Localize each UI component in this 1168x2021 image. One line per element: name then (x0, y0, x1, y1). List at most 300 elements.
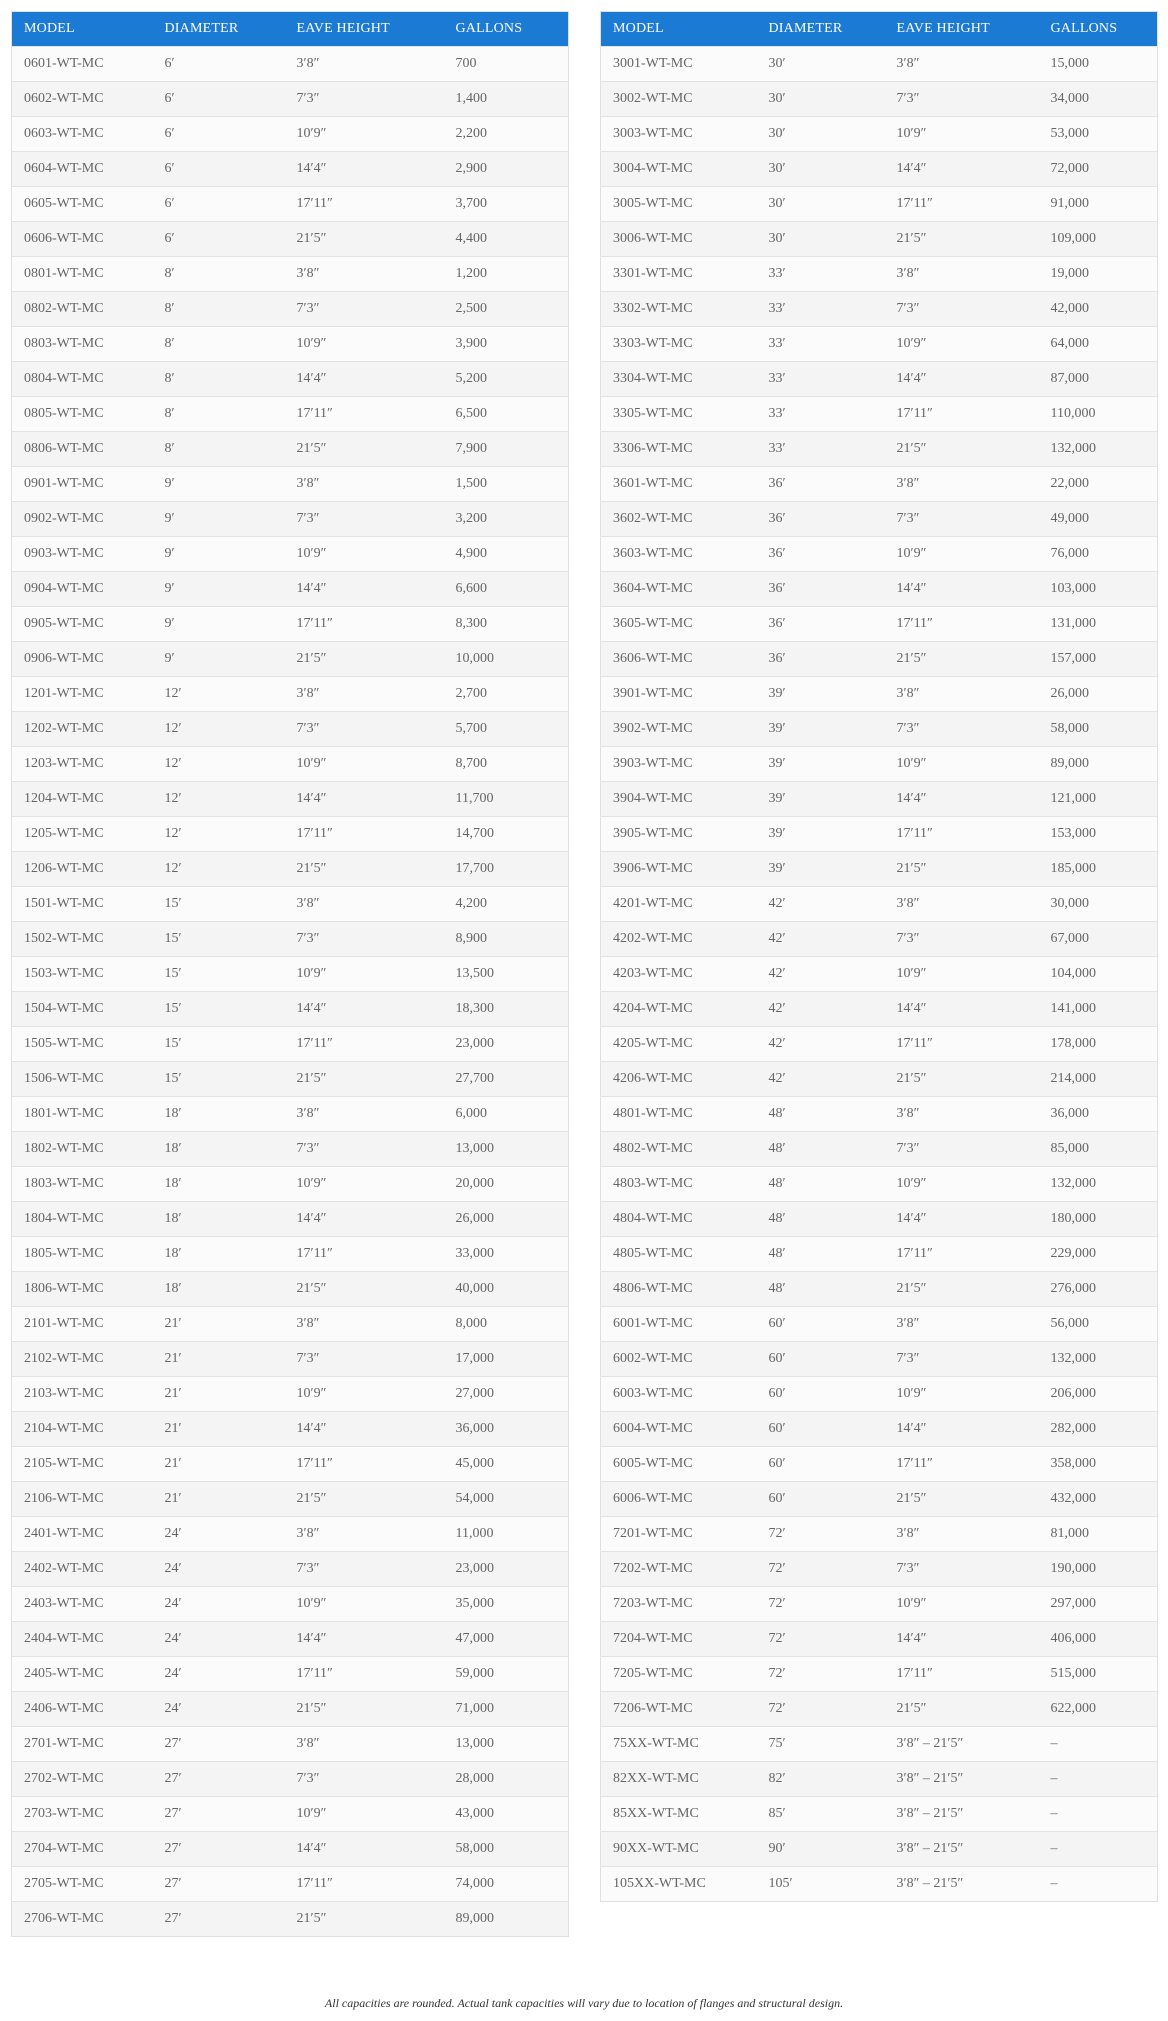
table-row (12, 1237, 569, 1272)
cell-model: 2702-WT-MC (12, 1762, 153, 1797)
cell-diameter: 60′ (757, 1342, 885, 1377)
cell-model: 1201-WT-MC (12, 677, 153, 712)
cell-gallons: 27,700 (444, 1062, 569, 1097)
cell-eave-height: 14′4″ (285, 782, 444, 817)
cell-model: 1202-WT-MC (12, 712, 153, 747)
header-eave-height: EAVE HEIGHT (885, 12, 1039, 47)
cell-model: 1501-WT-MC (12, 887, 153, 922)
cell-diameter: 6′ (153, 222, 285, 257)
cell-model: 6006-WT-MC (601, 1482, 757, 1517)
cell-eave-height: 21′5″ (285, 852, 444, 887)
cell-diameter: 18′ (153, 1237, 285, 1272)
cell-diameter: 72′ (757, 1657, 885, 1692)
cell-eave-height: 3′8″ (885, 887, 1039, 922)
cell-diameter: 12′ (153, 677, 285, 712)
cell-eave-height: 3′8″ (285, 257, 444, 292)
cell-diameter: 30′ (757, 222, 885, 257)
cell-diameter: 39′ (757, 712, 885, 747)
cell-diameter: 33′ (757, 362, 885, 397)
cell-diameter: 60′ (757, 1377, 885, 1412)
cell-model: 82XX-WT-MC (601, 1762, 757, 1797)
table-row (12, 502, 569, 537)
cell-eave-height: 17′11″ (885, 1237, 1039, 1272)
table-row (12, 642, 569, 677)
table-row (601, 817, 1158, 852)
cell-gallons: 406,000 (1039, 1622, 1158, 1657)
cell-diameter: 21′ (153, 1342, 285, 1377)
cell-diameter: 105′ (757, 1867, 885, 1902)
cell-eave-height: 7′3″ (885, 712, 1039, 747)
cell-model: 1806-WT-MC (12, 1272, 153, 1307)
cell-gallons: 1,500 (444, 467, 569, 502)
cell-gallons: 34,000 (1039, 82, 1158, 117)
header-diameter: DIAMETER (153, 12, 285, 47)
table-row (601, 1587, 1158, 1622)
cell-gallons: 17,700 (444, 852, 569, 887)
cell-gallons: 2,900 (444, 152, 569, 187)
cell-diameter: 36′ (757, 467, 885, 502)
cell-diameter: 85′ (757, 1797, 885, 1832)
table-row (601, 397, 1158, 432)
cell-model: 0905-WT-MC (12, 607, 153, 642)
cell-eave-height: 3′8″ (285, 47, 444, 82)
cell-diameter: 15′ (153, 992, 285, 1027)
cell-eave-height: 14′4″ (285, 572, 444, 607)
table-row (12, 1097, 569, 1132)
table-row (12, 467, 569, 502)
table-row (601, 957, 1158, 992)
cell-eave-height: 21′5″ (885, 1692, 1039, 1727)
cell-diameter: 48′ (757, 1097, 885, 1132)
cell-diameter: 48′ (757, 1272, 885, 1307)
cell-diameter: 42′ (757, 992, 885, 1027)
cell-model: 1504-WT-MC (12, 992, 153, 1027)
cell-diameter: 21′ (153, 1447, 285, 1482)
table-row (601, 362, 1158, 397)
cell-model: 3003-WT-MC (601, 117, 757, 152)
cell-eave-height: 10′9″ (285, 957, 444, 992)
cell-eave-height: 7′3″ (285, 1132, 444, 1167)
cell-diameter: 27′ (153, 1832, 285, 1867)
right-capacity-table (600, 11, 1157, 1902)
table-row (601, 1727, 1158, 1762)
cell-gallons: 110,000 (1039, 397, 1158, 432)
table-row (601, 1762, 1158, 1797)
table-row (12, 1342, 569, 1377)
cell-model: 4806-WT-MC (601, 1272, 757, 1307)
cell-model: 0602-WT-MC (12, 82, 153, 117)
cell-eave-height: 7′3″ (885, 502, 1039, 537)
cell-eave-height: 21′5″ (885, 1482, 1039, 1517)
cell-model: 0604-WT-MC (12, 152, 153, 187)
cell-diameter: 24′ (153, 1587, 285, 1622)
cell-model: 0906-WT-MC (12, 642, 153, 677)
cell-model: 7205-WT-MC (601, 1657, 757, 1692)
cell-diameter: 39′ (757, 782, 885, 817)
cell-eave-height: 10′9″ (285, 1797, 444, 1832)
cell-model: 3601-WT-MC (601, 467, 757, 502)
table-row (12, 1552, 569, 1587)
cell-model: 4205-WT-MC (601, 1027, 757, 1062)
cell-model: 6001-WT-MC (601, 1307, 757, 1342)
cell-gallons: 36,000 (1039, 1097, 1158, 1132)
cell-gallons: 91,000 (1039, 187, 1158, 222)
cell-model: 2406-WT-MC (12, 1692, 153, 1727)
cell-gallons: 87,000 (1039, 362, 1158, 397)
table-row (12, 47, 569, 82)
cell-eave-height: 3′8″ (285, 1097, 444, 1132)
cell-diameter: 30′ (757, 47, 885, 82)
cell-gallons: 40,000 (444, 1272, 569, 1307)
cell-diameter: 8′ (153, 257, 285, 292)
cell-gallons: 282,000 (1039, 1412, 1158, 1447)
cell-model: 0806-WT-MC (12, 432, 153, 467)
cell-model: 2105-WT-MC (12, 1447, 153, 1482)
cell-gallons: 8,700 (444, 747, 569, 782)
cell-model: 0804-WT-MC (12, 362, 153, 397)
cell-gallons: 67,000 (1039, 922, 1158, 957)
cell-gallons: 20,000 (444, 1167, 569, 1202)
cell-model: 4202-WT-MC (601, 922, 757, 957)
cell-diameter: 9′ (153, 502, 285, 537)
cell-diameter: 18′ (153, 1167, 285, 1202)
cell-diameter: 27′ (153, 1902, 285, 1937)
cell-gallons: 26,000 (1039, 677, 1158, 712)
cell-model: 1502-WT-MC (12, 922, 153, 957)
cell-model: 2106-WT-MC (12, 1482, 153, 1517)
cell-model: 4204-WT-MC (601, 992, 757, 1027)
cell-diameter: 15′ (153, 1062, 285, 1097)
cell-gallons: 43,000 (444, 1797, 569, 1832)
cell-gallons: 13,000 (444, 1132, 569, 1167)
cell-diameter: 39′ (757, 817, 885, 852)
cell-model: 3001-WT-MC (601, 47, 757, 82)
cell-gallons: 59,000 (444, 1657, 569, 1692)
cell-diameter: 18′ (153, 1202, 285, 1237)
table-row (12, 677, 569, 712)
cell-diameter: 12′ (153, 817, 285, 852)
cell-diameter: 33′ (757, 397, 885, 432)
cell-diameter: 24′ (153, 1657, 285, 1692)
cell-diameter: 9′ (153, 572, 285, 607)
cell-diameter: 30′ (757, 82, 885, 117)
cell-eave-height: 17′11″ (885, 397, 1039, 432)
cell-gallons: 47,000 (444, 1622, 569, 1657)
cell-diameter: 24′ (153, 1692, 285, 1727)
table-row (12, 992, 569, 1027)
table-row (12, 1622, 569, 1657)
cell-eave-height: 10′9″ (885, 957, 1039, 992)
cell-model: 90XX-WT-MC (601, 1832, 757, 1867)
table-row (12, 1762, 569, 1797)
cell-model: 4206-WT-MC (601, 1062, 757, 1097)
table-row (12, 1027, 569, 1062)
cell-model: 3603-WT-MC (601, 537, 757, 572)
table-row (601, 992, 1158, 1027)
cell-eave-height: 17′11″ (285, 607, 444, 642)
table-header-row (601, 12, 1158, 47)
table-row (601, 432, 1158, 467)
cell-eave-height: 14′4″ (285, 1202, 444, 1237)
cell-eave-height: 17′11″ (885, 817, 1039, 852)
cell-model: 3305-WT-MC (601, 397, 757, 432)
cell-gallons: 58,000 (1039, 712, 1158, 747)
cell-diameter: 36′ (757, 642, 885, 677)
cell-gallons: 35,000 (444, 1587, 569, 1622)
cell-gallons: 109,000 (1039, 222, 1158, 257)
cell-eave-height: 14′4″ (285, 1622, 444, 1657)
cell-eave-height: 14′4″ (285, 1412, 444, 1447)
cell-model: 2403-WT-MC (12, 1587, 153, 1622)
cell-model: 7204-WT-MC (601, 1622, 757, 1657)
cell-gallons: 3,900 (444, 327, 569, 362)
cell-diameter: 15′ (153, 957, 285, 992)
cell-gallons: 2,200 (444, 117, 569, 152)
cell-gallons: 180,000 (1039, 1202, 1158, 1237)
cell-eave-height: 21′5″ (885, 432, 1039, 467)
cell-gallons: 5,200 (444, 362, 569, 397)
cell-gallons: 6,000 (444, 1097, 569, 1132)
table-row (601, 922, 1158, 957)
table-row (12, 397, 569, 432)
cell-gallons: 14,700 (444, 817, 569, 852)
cell-eave-height: 14′4″ (885, 1412, 1039, 1447)
cell-diameter: 9′ (153, 642, 285, 677)
cell-diameter: 72′ (757, 1692, 885, 1727)
table-row (12, 187, 569, 222)
cell-gallons: 276,000 (1039, 1272, 1158, 1307)
cell-diameter: 72′ (757, 1622, 885, 1657)
table-row (601, 502, 1158, 537)
cell-eave-height: 3′8″ (885, 1097, 1039, 1132)
cell-diameter: 75′ (757, 1727, 885, 1762)
cell-eave-height: 17′11″ (285, 187, 444, 222)
table-row (12, 362, 569, 397)
cell-model: 3002-WT-MC (601, 82, 757, 117)
cell-eave-height: 21′5″ (885, 1272, 1039, 1307)
cell-model: 3902-WT-MC (601, 712, 757, 747)
cell-eave-height: 3′8″ (885, 1307, 1039, 1342)
cell-model: 2104-WT-MC (12, 1412, 153, 1447)
table-row (601, 82, 1158, 117)
table-row (12, 1832, 569, 1867)
table-row (601, 1832, 1158, 1867)
table-row (601, 677, 1158, 712)
header-model: MODEL (601, 12, 757, 47)
cell-eave-height: 3′8″ (885, 257, 1039, 292)
cell-eave-height: 17′11″ (285, 817, 444, 852)
cell-gallons: 4,400 (444, 222, 569, 257)
table-row (601, 1692, 1158, 1727)
cell-diameter: 12′ (153, 782, 285, 817)
cell-gallons: 5,700 (444, 712, 569, 747)
table-row (12, 432, 569, 467)
cell-diameter: 21′ (153, 1412, 285, 1447)
cell-diameter: 24′ (153, 1552, 285, 1587)
cell-gallons: 2,700 (444, 677, 569, 712)
cell-gallons: 27,000 (444, 1377, 569, 1412)
cell-model: 3906-WT-MC (601, 852, 757, 887)
cell-gallons: 30,000 (1039, 887, 1158, 922)
cell-eave-height: 3′8″ – 21′5″ (885, 1797, 1039, 1832)
table-row (12, 1867, 569, 1902)
cell-model: 1505-WT-MC (12, 1027, 153, 1062)
cell-eave-height: 14′4″ (285, 1832, 444, 1867)
cell-gallons: 85,000 (1039, 1132, 1158, 1167)
table-row (12, 1272, 569, 1307)
table-row (601, 187, 1158, 222)
cell-diameter: 60′ (757, 1447, 885, 1482)
cell-model: 2405-WT-MC (12, 1657, 153, 1692)
cell-eave-height: 3′8″ (285, 1727, 444, 1762)
cell-gallons: 4,200 (444, 887, 569, 922)
cell-gallons: 89,000 (1039, 747, 1158, 782)
cell-model: 0601-WT-MC (12, 47, 153, 82)
header-eave-height: EAVE HEIGHT (285, 12, 444, 47)
cell-eave-height: 7′3″ (285, 502, 444, 537)
cell-gallons: 358,000 (1039, 1447, 1158, 1482)
cell-gallons: 6,500 (444, 397, 569, 432)
table-row (601, 747, 1158, 782)
cell-diameter: 15′ (153, 922, 285, 957)
cell-gallons: 3,700 (444, 187, 569, 222)
table-row (12, 1482, 569, 1517)
cell-diameter: 8′ (153, 327, 285, 362)
cell-gallons: 2,500 (444, 292, 569, 327)
cell-gallons: 26,000 (444, 1202, 569, 1237)
cell-model: 2704-WT-MC (12, 1832, 153, 1867)
cell-eave-height: 21′5″ (885, 222, 1039, 257)
table-row (12, 1412, 569, 1447)
cell-eave-height: 14′4″ (285, 992, 444, 1027)
cell-gallons: 64,000 (1039, 327, 1158, 362)
cell-model: 2706-WT-MC (12, 1902, 153, 1937)
table-row (601, 782, 1158, 817)
cell-model: 1802-WT-MC (12, 1132, 153, 1167)
cell-diameter: 33′ (757, 257, 885, 292)
cell-diameter: 42′ (757, 887, 885, 922)
table-row (12, 712, 569, 747)
cell-eave-height: 21′5″ (285, 1272, 444, 1307)
cell-gallons: 7,900 (444, 432, 569, 467)
header-model: MODEL (12, 12, 153, 47)
table-row (12, 887, 569, 922)
cell-eave-height: 7′3″ (285, 82, 444, 117)
cell-diameter: 27′ (153, 1867, 285, 1902)
table-row (12, 747, 569, 782)
cell-model: 2701-WT-MC (12, 1727, 153, 1762)
cell-gallons: 1,400 (444, 82, 569, 117)
cell-eave-height: 17′11″ (885, 187, 1039, 222)
cell-gallons: 8,300 (444, 607, 569, 642)
table-row (12, 1377, 569, 1412)
table-row (12, 117, 569, 152)
cell-gallons: 45,000 (444, 1447, 569, 1482)
cell-diameter: 6′ (153, 117, 285, 152)
table-row (601, 222, 1158, 257)
cell-gallons: 103,000 (1039, 572, 1158, 607)
cell-model: 7201-WT-MC (601, 1517, 757, 1552)
cell-diameter: 6′ (153, 47, 285, 82)
cell-model: 1503-WT-MC (12, 957, 153, 992)
cell-model: 3904-WT-MC (601, 782, 757, 817)
table-row (601, 1552, 1158, 1587)
cell-model: 3302-WT-MC (601, 292, 757, 327)
table-row (601, 1307, 1158, 1342)
table-row (601, 1657, 1158, 1692)
cell-diameter: 42′ (757, 1062, 885, 1097)
cell-eave-height: 14′4″ (885, 572, 1039, 607)
table-row (12, 1797, 569, 1832)
cell-eave-height: 10′9″ (285, 327, 444, 362)
table-row (601, 1377, 1158, 1412)
cell-gallons: 11,700 (444, 782, 569, 817)
cell-diameter: 60′ (757, 1482, 885, 1517)
cell-model: 3006-WT-MC (601, 222, 757, 257)
cell-model: 0902-WT-MC (12, 502, 153, 537)
capacity-footnote: All capacities are rounded. Actual tank capacities will vary due to location of flanges and structural design. (324, 1996, 844, 2010)
cell-gallons: 11,000 (444, 1517, 569, 1552)
cell-gallons: 42,000 (1039, 292, 1158, 327)
cell-eave-height: 7′3″ (285, 922, 444, 957)
cell-eave-height: 3′8″ (285, 467, 444, 502)
cell-gallons: 515,000 (1039, 1657, 1158, 1692)
cell-diameter: 48′ (757, 1237, 885, 1272)
table-row (601, 467, 1158, 502)
cell-eave-height: 21′5″ (885, 852, 1039, 887)
cell-eave-height: 7′3″ (885, 1552, 1039, 1587)
table-row (12, 1692, 569, 1727)
cell-model: 4805-WT-MC (601, 1237, 757, 1272)
cell-gallons: 23,000 (444, 1552, 569, 1587)
cell-eave-height: 7′3″ (285, 1342, 444, 1377)
cell-model: 0605-WT-MC (12, 187, 153, 222)
cell-eave-height: 10′9″ (285, 1587, 444, 1622)
cell-eave-height: 17′11″ (285, 1867, 444, 1902)
cell-gallons: 1,200 (444, 257, 569, 292)
cell-gallons: 36,000 (444, 1412, 569, 1447)
cell-gallons: 74,000 (444, 1867, 569, 1902)
cell-eave-height: 17′11″ (285, 1237, 444, 1272)
cell-gallons: – (1039, 1867, 1158, 1902)
cell-eave-height: 3′8″ (885, 47, 1039, 82)
cell-gallons: – (1039, 1832, 1158, 1867)
cell-diameter: 12′ (153, 712, 285, 747)
cell-gallons: 33,000 (444, 1237, 569, 1272)
cell-diameter: 12′ (153, 747, 285, 782)
cell-model: 4203-WT-MC (601, 957, 757, 992)
table-row (12, 1902, 569, 1937)
cell-gallons: 185,000 (1039, 852, 1158, 887)
cell-gallons: 56,000 (1039, 1307, 1158, 1342)
cell-gallons: 132,000 (1039, 1167, 1158, 1202)
cell-eave-height: 3′8″ – 21′5″ (885, 1832, 1039, 1867)
cell-eave-height: 10′9″ (285, 1377, 444, 1412)
cell-model: 2401-WT-MC (12, 1517, 153, 1552)
cell-gallons: 81,000 (1039, 1517, 1158, 1552)
cell-diameter: 6′ (153, 152, 285, 187)
cell-gallons: 13,500 (444, 957, 569, 992)
cell-diameter: 6′ (153, 82, 285, 117)
left-table-body (12, 47, 569, 1937)
table-row (12, 257, 569, 292)
cell-model: 2402-WT-MC (12, 1552, 153, 1587)
cell-diameter: 72′ (757, 1552, 885, 1587)
cell-eave-height: 3′8″ (885, 677, 1039, 712)
cell-gallons: 8,900 (444, 922, 569, 957)
cell-eave-height: 10′9″ (885, 1377, 1039, 1412)
table-row (601, 1797, 1158, 1832)
